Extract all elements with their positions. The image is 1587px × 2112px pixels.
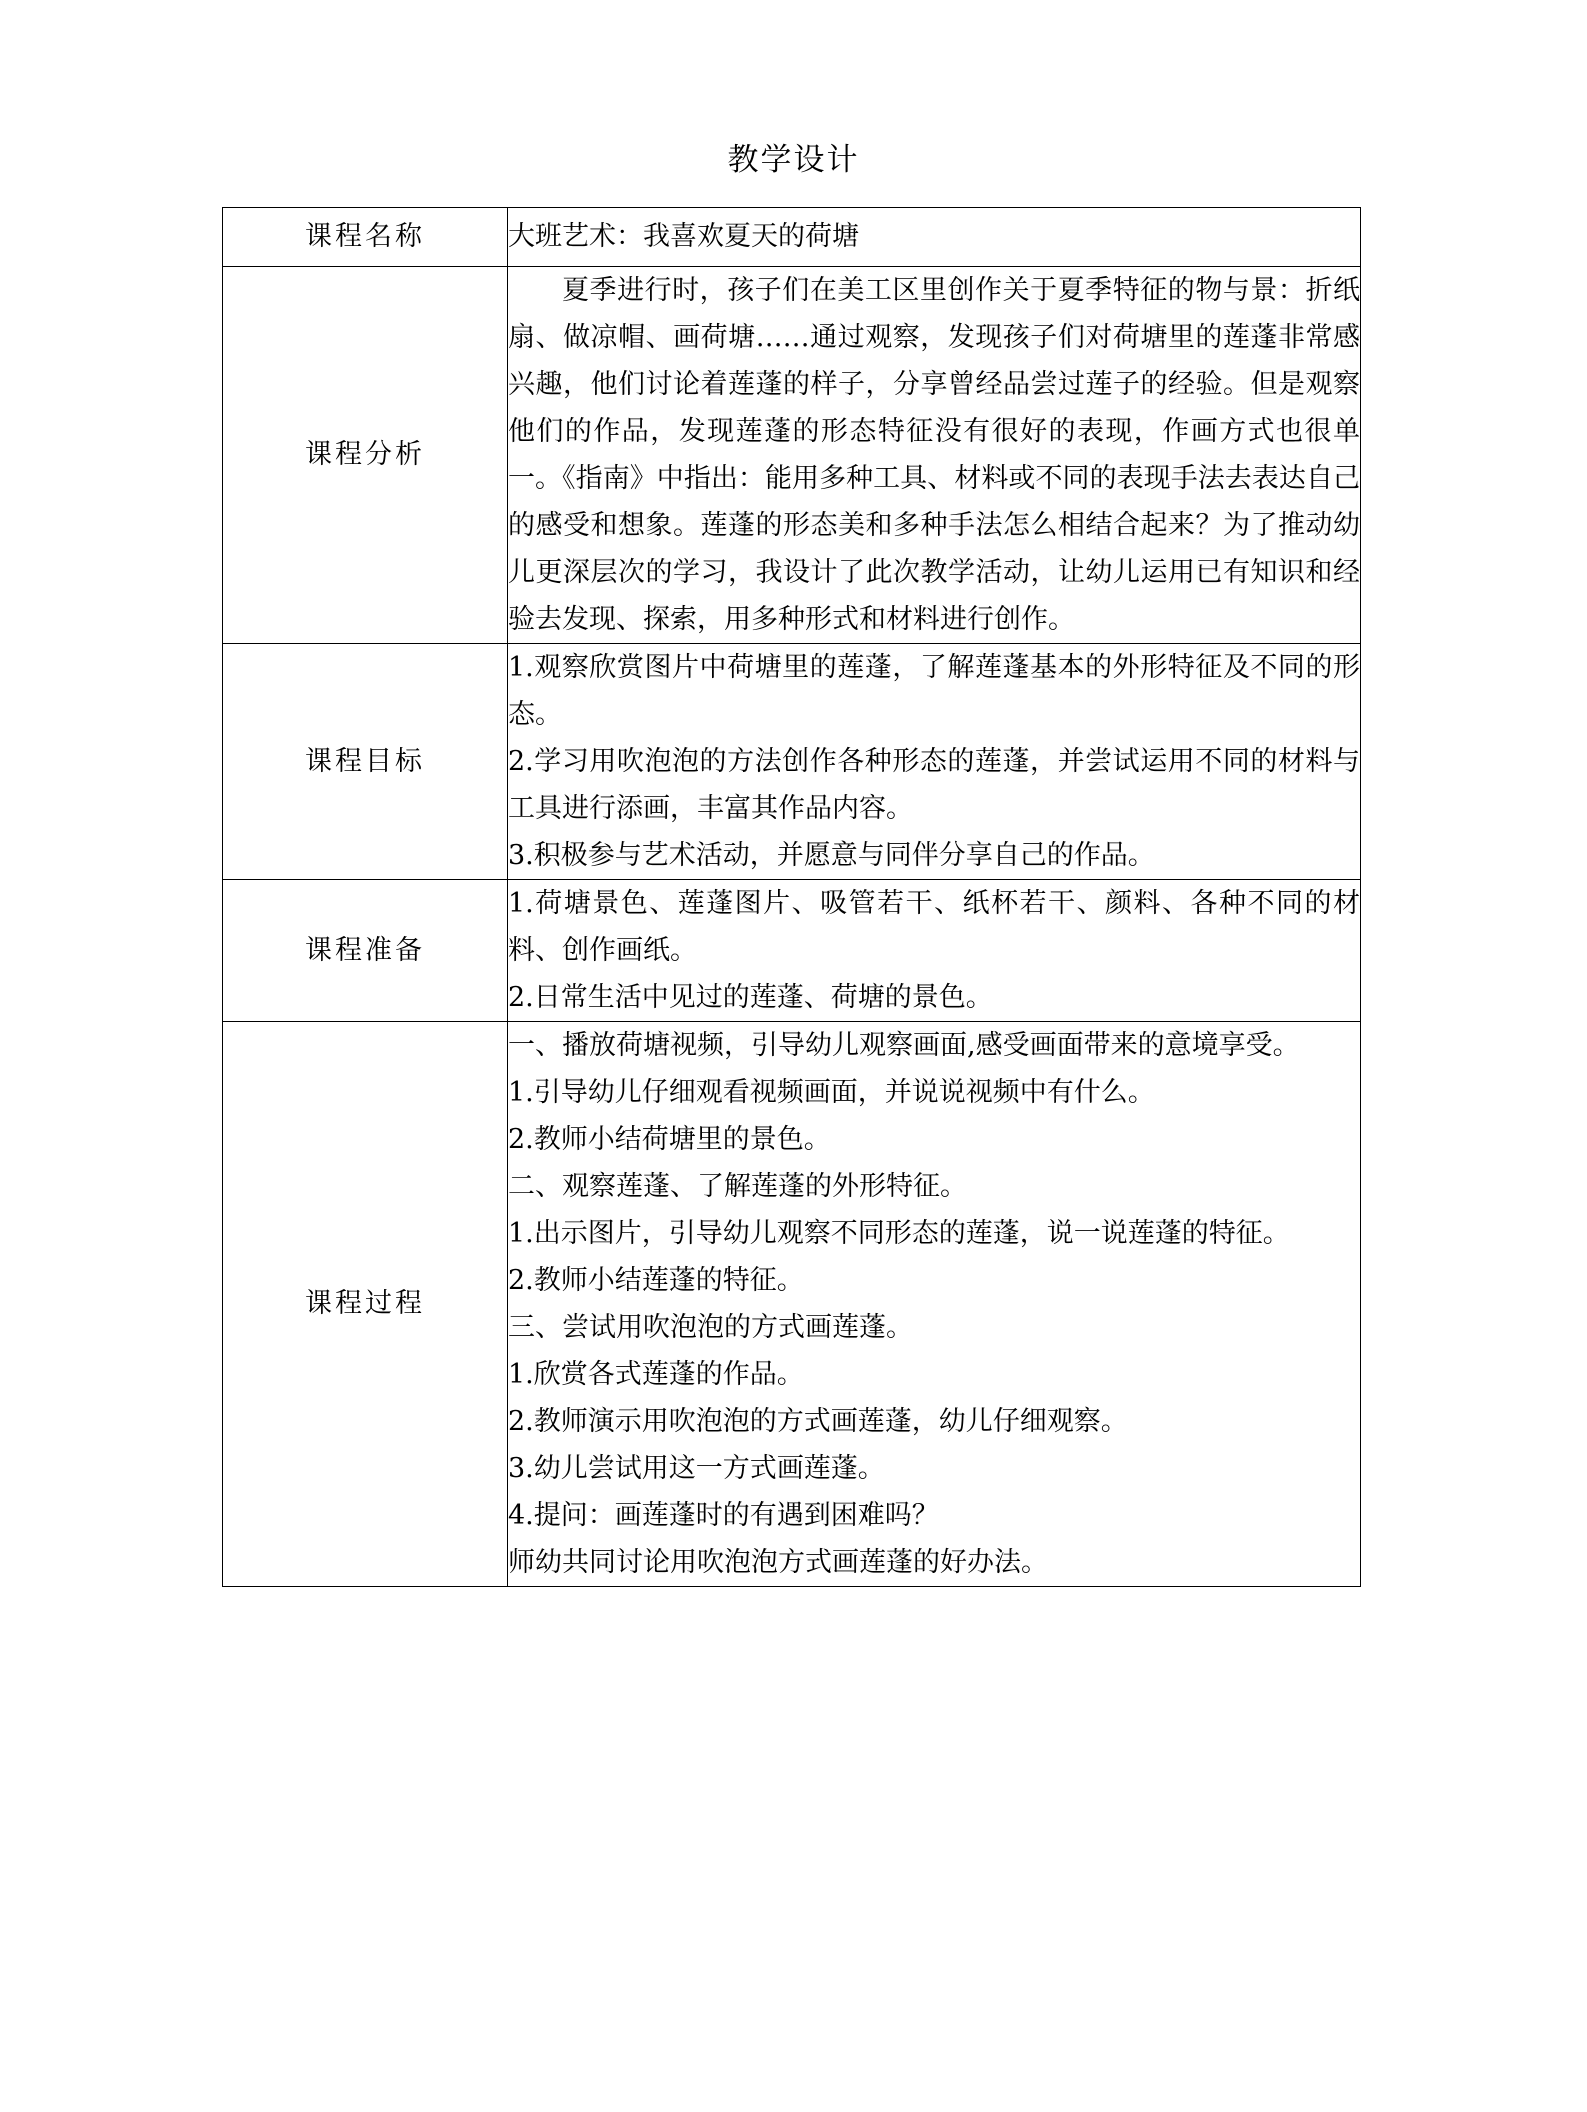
paragraph: 4.提问：画莲蓬时的有遇到困难吗？ xyxy=(508,1500,939,1531)
paragraph: 3.积极参与艺术活动，并愿意与同伴分享自己的作品。 xyxy=(508,840,1155,871)
table-row xyxy=(223,208,1361,267)
paragraph: 2.教师演示用吹泡泡的方式画莲蓬，幼儿仔细观察。 xyxy=(508,1406,1128,1437)
paragraph: 1.荷塘景色、莲蓬图片、吸管若干、纸杯若干、颜料、各种不同的材料、创作画纸。 xyxy=(508,888,1360,966)
row-content-course-preparation xyxy=(508,880,1361,1022)
paragraph: 2.日常生活中见过的莲蓬、荷塘的景色。 xyxy=(508,982,993,1013)
paragraph: 二、观察莲蓬、了解莲蓬的外形特征。 xyxy=(508,1171,967,1202)
paragraph: 三、尝试用吹泡泡的方式画莲蓬。 xyxy=(508,1312,913,1343)
table-row xyxy=(223,880,1361,1022)
row-label-course-objectives: 课程目标 xyxy=(223,644,508,880)
paragraph: 1.引导幼儿仔细观看视频画面，并说说视频中有什么。 xyxy=(508,1077,1155,1108)
paragraph: 1.观察欣赏图片中荷塘里的莲蓬，了解莲蓬基本的外形特征及不同的形态。 xyxy=(508,652,1360,730)
row-label-course-name: 课程名称 xyxy=(223,208,508,267)
paragraph: 2.教师小结荷塘里的景色。 xyxy=(508,1124,831,1155)
paragraph: 师幼共同讨论用吹泡泡方式画莲蓬的好办法。 xyxy=(508,1547,1048,1578)
row-content-course-objectives xyxy=(508,644,1361,880)
paragraph: 1.出示图片，引导幼儿观察不同形态的莲蓬，说一说莲蓬的特征。 xyxy=(508,1218,1290,1249)
table-row xyxy=(223,644,1361,880)
row-content-course-process xyxy=(508,1022,1361,1587)
row-content-course-name xyxy=(508,208,1361,267)
paragraph: 夏季进行时，孩子们在美工区里创作关于夏季特征的物与景：折纸扇、做凉帽、画荷塘……通过观察，发现孩子们对荷塘里的莲蓬非常感兴趣，他们讨论着莲蓬的样子，分享曾经品尝过莲子的经验。但是观察他们的作品，发现莲蓬的形态特征没有很好的表现，作画方式也很单一。《指南》中指出：能用多种工具、材料或不同的表现手法去表达自己的感受和想象。莲蓬的形态美和多种手法怎么相结合起来？为了推动幼儿更深层次的学习，我设计了此次教学活动，让幼儿运用已有知识和经验去发现、探索，用多种形式和材料进行创作。 xyxy=(508,275,1360,635)
paragraph: 2.学习用吹泡泡的方法创作各种形态的莲蓬，并尝试运用不同的材料与工具进行添画，丰富其作品内容。 xyxy=(508,746,1360,824)
table-row xyxy=(223,267,1361,644)
paragraph: 一、播放荷塘视频，引导幼儿观察画面,感受画面带来的意境享受。 xyxy=(508,1030,1300,1061)
paragraph: 1.欣赏各式莲蓬的作品。 xyxy=(508,1359,804,1390)
paragraph: 3.幼儿尝试用这一方式画莲蓬。 xyxy=(508,1453,885,1484)
row-label-course-analysis: 课程分析 xyxy=(223,267,508,644)
table-row xyxy=(223,1022,1361,1587)
row-label-course-process: 课程过程 xyxy=(223,1022,508,1587)
paragraph: 大班艺术：我喜欢夏天的荷塘 xyxy=(508,221,859,252)
paragraph: 2.教师小结莲蓬的特征。 xyxy=(508,1265,804,1296)
row-label-course-preparation: 课程准备 xyxy=(223,880,508,1022)
lesson-plan-table xyxy=(222,207,1361,1587)
page-title: 教学设计 xyxy=(727,142,860,178)
row-content-course-analysis xyxy=(508,267,1361,644)
